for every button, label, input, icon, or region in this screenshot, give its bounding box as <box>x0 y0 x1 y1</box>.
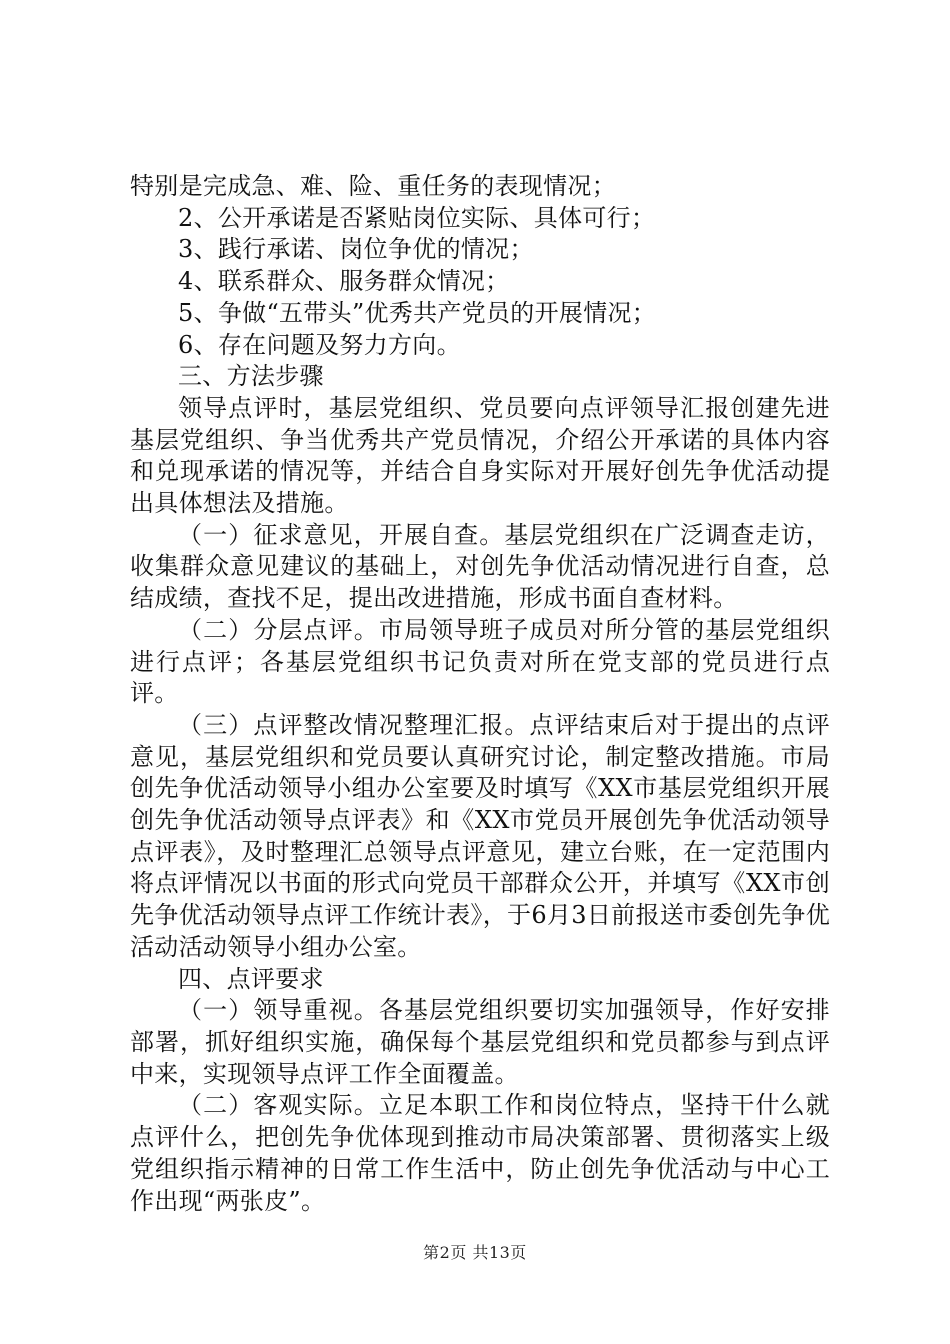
paragraph-5: 5、争做“五带头”优秀共产党员的开展情况； <box>178 298 657 327</box>
paragraph-9: （一）征求意见，开展自查。基层党组织在广泛调查走访，收集群众意见建议的基础上，对创先争优活动情况进行自查，总结成绩，查找不足，提出改进措施，形成书面自查材料。 <box>130 520 830 613</box>
section-heading-methods: 三、方法步骤 <box>178 362 324 391</box>
paragraph-11: （三）点评整改情况整理汇报。点评结束后对于提出的点评意见，基层党组织和党员要认真研究讨论，制定整改措施。市局创先争优活动领导小组办公室要及时填写《XX市基层党组织开展创先争优活动领导点评表》和《XX市党员开展创先争优活动领导点评表》，及时整理汇总领导点评意见，建立台账，在一定范围内将点评情况以书面的形式向党员干部群众公开，并填写《XX市创先争优活动领导点评工作统计表》，于6月3日前报送市委创先争优活动活动领导小组办公室。 <box>130 710 830 961</box>
paragraph-2: 2、公开承诺是否紧贴岗位实际、具体可行； <box>178 203 656 232</box>
section-heading-requirements: 四、点评要求 <box>178 964 324 993</box>
paragraph-1: 特别是完成急、难、险、重任务的表现情况； <box>130 172 616 200</box>
paragraph-6: 6、存在问题及努力方向。 <box>178 330 461 359</box>
paragraph-3: 3、践行承诺、岗位争优的情况； <box>178 235 534 264</box>
paragraph-10: （二）分层点评。市局领导班子成员对所分管的基层党组织进行点评；各基层党组织书记负责对所在党支部的党员进行点评。 <box>130 615 830 708</box>
document-body <box>130 171 830 1217</box>
paragraph-13: （一）领导重视。各基层党组织要切实加强领导，作好安排部署，抓好组织实施，确保每个基层党组织和党员都参与到点评中来，实现领导点评工作全面覆盖。 <box>130 996 830 1088</box>
paragraph-8: 领导点评时，基层党组织、党员要向点评领导汇报创建先进基层党组织、争当优秀共产党员情况，介绍公开承诺的具体内容和兑现承诺的情况等，并结合自身实际对开展好创先争优活动提出具体想法及措施。 <box>130 393 830 518</box>
paragraph-4: 4、联系群众、服务群众情况； <box>178 267 510 296</box>
page-number: 第2页 共13页 <box>423 1243 527 1262</box>
paragraph-14: （二）客观实际。立足本职工作和岗位特点，坚持干什么就点评什么，把创先争优体现到推动市局决策部署、贯彻落实上级党组织指示精神的日常工作生活中，防止创先争优活动与中心工作出现“两张皮”。 <box>130 1091 830 1215</box>
